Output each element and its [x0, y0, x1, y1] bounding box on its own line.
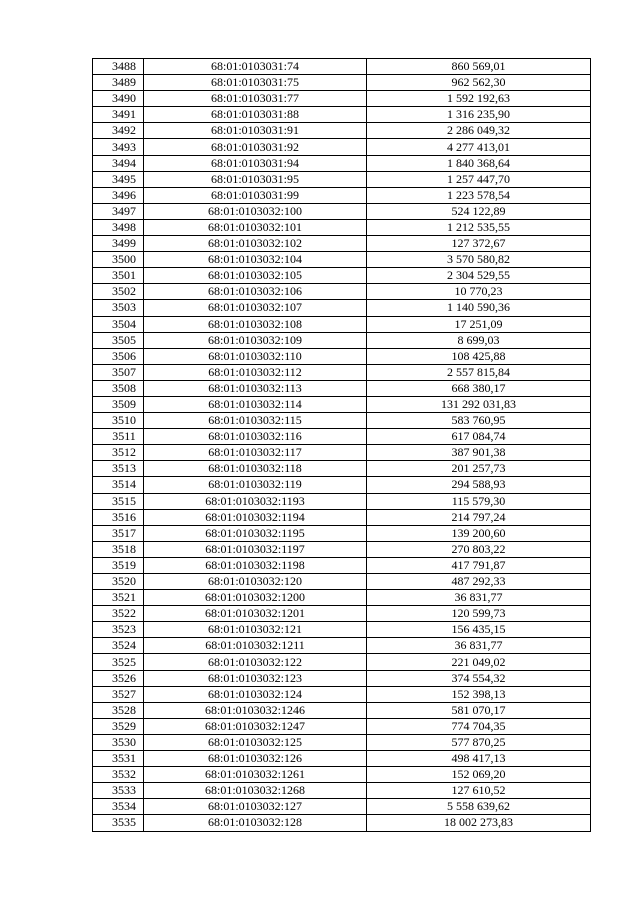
row-number-cell: 3490 [93, 91, 144, 107]
cadastral-number-cell: 68:01:0103032:120 [144, 574, 367, 590]
value-cell: 115 579,30 [367, 493, 591, 509]
row-number-cell: 3524 [93, 638, 144, 654]
cadastral-number-cell: 68:01:0103032:1261 [144, 767, 367, 783]
cadastral-number-cell: 68:01:0103032:109 [144, 332, 367, 348]
value-cell: 1 257 447,70 [367, 171, 591, 187]
value-cell: 2 286 049,32 [367, 123, 591, 139]
cadastral-number-cell: 68:01:0103032:1195 [144, 525, 367, 541]
cadastral-number-cell: 68:01:0103031:74 [144, 59, 367, 75]
row-number-cell: 3530 [93, 734, 144, 750]
cadastral-number-cell: 68:01:0103032:104 [144, 252, 367, 268]
cadastral-number-cell: 68:01:0103032:128 [144, 815, 367, 831]
row-number-cell: 3526 [93, 670, 144, 686]
value-cell: 1 316 235,90 [367, 107, 591, 123]
row-number-cell: 3522 [93, 606, 144, 622]
value-cell: 201 257,73 [367, 461, 591, 477]
row-number-cell: 3519 [93, 557, 144, 573]
value-cell: 583 760,95 [367, 413, 591, 429]
value-cell: 962 562,30 [367, 75, 591, 91]
cadastral-number-cell: 68:01:0103032:1201 [144, 606, 367, 622]
table-row [93, 187, 591, 203]
cadastral-number-cell: 68:01:0103032:123 [144, 670, 367, 686]
table-row [93, 525, 591, 541]
row-number-cell: 3531 [93, 751, 144, 767]
table-row [93, 59, 591, 75]
table-row [93, 91, 591, 107]
row-number-cell: 3521 [93, 590, 144, 606]
table-row [93, 622, 591, 638]
value-cell: 108 425,88 [367, 348, 591, 364]
value-cell: 524 122,89 [367, 203, 591, 219]
table-row [93, 123, 591, 139]
value-cell: 4 277 413,01 [367, 139, 591, 155]
cadastral-number-cell: 68:01:0103031:75 [144, 75, 367, 91]
cadastral-number-cell: 68:01:0103032:118 [144, 461, 367, 477]
row-number-cell: 3488 [93, 59, 144, 75]
cadastral-number-cell: 68:01:0103032:1197 [144, 541, 367, 557]
cadastral-number-cell: 68:01:0103031:77 [144, 91, 367, 107]
row-number-cell: 3517 [93, 525, 144, 541]
cadastral-number-cell: 68:01:0103032:102 [144, 236, 367, 252]
cadastral-number-cell: 68:01:0103032:115 [144, 413, 367, 429]
row-number-cell: 3512 [93, 445, 144, 461]
table-row [93, 316, 591, 332]
cadastral-number-cell: 68:01:0103032:101 [144, 219, 367, 235]
table-row [93, 155, 591, 171]
table-row [93, 541, 591, 557]
row-number-cell: 3500 [93, 252, 144, 268]
value-cell: 152 069,20 [367, 767, 591, 783]
value-cell: 36 831,77 [367, 638, 591, 654]
cadastral-number-cell: 68:01:0103032:108 [144, 316, 367, 332]
row-number-cell: 3498 [93, 219, 144, 235]
row-number-cell: 3491 [93, 107, 144, 123]
cadastral-number-cell: 68:01:0103032:121 [144, 622, 367, 638]
cadastral-number-cell: 68:01:0103032:1211 [144, 638, 367, 654]
value-cell: 120 599,73 [367, 606, 591, 622]
table-row [93, 396, 591, 412]
value-cell: 221 049,02 [367, 654, 591, 670]
row-number-cell: 3533 [93, 783, 144, 799]
row-number-cell: 3495 [93, 171, 144, 187]
table-row [93, 380, 591, 396]
cadastral-number-cell: 68:01:0103032:119 [144, 477, 367, 493]
cadastral-number-cell: 68:01:0103031:95 [144, 171, 367, 187]
row-number-cell: 3504 [93, 316, 144, 332]
table-row [93, 718, 591, 734]
cadastral-number-cell: 68:01:0103032:112 [144, 364, 367, 380]
value-cell: 5 558 639,62 [367, 799, 591, 815]
cadastral-value-table [92, 58, 591, 832]
table-row [93, 477, 591, 493]
cadastral-number-cell: 68:01:0103032:117 [144, 445, 367, 461]
row-number-cell: 3507 [93, 364, 144, 380]
value-cell: 2 304 529,55 [367, 268, 591, 284]
value-cell: 668 380,17 [367, 380, 591, 396]
row-number-cell: 3499 [93, 236, 144, 252]
cadastral-number-cell: 68:01:0103032:124 [144, 686, 367, 702]
value-cell: 387 901,38 [367, 445, 591, 461]
row-number-cell: 3492 [93, 123, 144, 139]
row-number-cell: 3528 [93, 702, 144, 718]
cadastral-number-cell: 68:01:0103032:1268 [144, 783, 367, 799]
value-cell: 17 251,09 [367, 316, 591, 332]
table-row [93, 364, 591, 380]
table-row [93, 300, 591, 316]
table-row [93, 734, 591, 750]
table-row [93, 445, 591, 461]
row-number-cell: 3529 [93, 718, 144, 734]
cadastral-number-cell: 68:01:0103032:1246 [144, 702, 367, 718]
row-number-cell: 3510 [93, 413, 144, 429]
table-row [93, 799, 591, 815]
table-row [93, 493, 591, 509]
table-row [93, 252, 591, 268]
value-cell: 270 803,22 [367, 541, 591, 557]
table-row [93, 268, 591, 284]
table-row [93, 654, 591, 670]
value-cell: 10 770,23 [367, 284, 591, 300]
table-body [93, 59, 591, 832]
cadastral-number-cell: 68:01:0103032:1193 [144, 493, 367, 509]
row-number-cell: 3527 [93, 686, 144, 702]
row-number-cell: 3518 [93, 541, 144, 557]
value-cell: 2 557 815,84 [367, 364, 591, 380]
cadastral-number-cell: 68:01:0103032:116 [144, 429, 367, 445]
cadastral-number-cell: 68:01:0103032:1247 [144, 718, 367, 734]
row-number-cell: 3515 [93, 493, 144, 509]
cadastral-number-cell: 68:01:0103032:106 [144, 284, 367, 300]
table-row [93, 139, 591, 155]
table-row [93, 815, 591, 831]
cadastral-number-cell: 68:01:0103031:94 [144, 155, 367, 171]
table-row [93, 171, 591, 187]
cadastral-number-cell: 68:01:0103032:110 [144, 348, 367, 364]
cadastral-number-cell: 68:01:0103032:1198 [144, 557, 367, 573]
value-cell: 581 070,17 [367, 702, 591, 718]
table-row [93, 75, 591, 91]
table-row [93, 203, 591, 219]
row-number-cell: 3534 [93, 799, 144, 815]
table-row [93, 461, 591, 477]
value-cell: 18 002 273,83 [367, 815, 591, 831]
cadastral-number-cell: 68:01:0103032:1200 [144, 590, 367, 606]
value-cell: 577 870,25 [367, 734, 591, 750]
value-cell: 1 840 368,64 [367, 155, 591, 171]
cadastral-number-cell: 68:01:0103032:113 [144, 380, 367, 396]
cadastral-number-cell: 68:01:0103032:125 [144, 734, 367, 750]
table-row [93, 767, 591, 783]
value-cell: 131 292 031,83 [367, 396, 591, 412]
cadastral-number-cell: 68:01:0103032:107 [144, 300, 367, 316]
value-cell: 1 212 535,55 [367, 219, 591, 235]
value-cell: 487 292,33 [367, 574, 591, 590]
cadastral-number-cell: 68:01:0103032:114 [144, 396, 367, 412]
table-row [93, 509, 591, 525]
value-cell: 294 588,93 [367, 477, 591, 493]
table-row [93, 236, 591, 252]
row-number-cell: 3511 [93, 429, 144, 445]
cadastral-number-cell: 68:01:0103032:122 [144, 654, 367, 670]
row-number-cell: 3506 [93, 348, 144, 364]
cadastral-number-cell: 68:01:0103032:126 [144, 751, 367, 767]
cadastral-number-cell: 68:01:0103031:88 [144, 107, 367, 123]
row-number-cell: 3525 [93, 654, 144, 670]
cadastral-number-cell: 68:01:0103032:100 [144, 203, 367, 219]
table-row [93, 332, 591, 348]
row-number-cell: 3509 [93, 396, 144, 412]
value-cell: 127 610,52 [367, 783, 591, 799]
value-cell: 617 084,74 [367, 429, 591, 445]
table-row [93, 751, 591, 767]
value-cell: 498 417,13 [367, 751, 591, 767]
cadastral-number-cell: 68:01:0103032:127 [144, 799, 367, 815]
table-row [93, 686, 591, 702]
table-row [93, 783, 591, 799]
table-row [93, 219, 591, 235]
value-cell: 774 704,35 [367, 718, 591, 734]
value-cell: 1 223 578,54 [367, 187, 591, 203]
value-cell: 3 570 580,82 [367, 252, 591, 268]
row-number-cell: 3494 [93, 155, 144, 171]
table-row [93, 590, 591, 606]
value-cell: 1 140 590,36 [367, 300, 591, 316]
value-cell: 8 699,03 [367, 332, 591, 348]
table-row [93, 557, 591, 573]
table-row [93, 413, 591, 429]
row-number-cell: 3505 [93, 332, 144, 348]
cadastral-number-cell: 68:01:0103031:99 [144, 187, 367, 203]
table-row [93, 670, 591, 686]
cadastral-number-cell: 68:01:0103032:105 [144, 268, 367, 284]
row-number-cell: 3489 [93, 75, 144, 91]
value-cell: 36 831,77 [367, 590, 591, 606]
row-number-cell: 3516 [93, 509, 144, 525]
cadastral-number-cell: 68:01:0103031:91 [144, 123, 367, 139]
row-number-cell: 3496 [93, 187, 144, 203]
value-cell: 417 791,87 [367, 557, 591, 573]
table-row [93, 702, 591, 718]
value-cell: 374 554,32 [367, 670, 591, 686]
value-cell: 860 569,01 [367, 59, 591, 75]
cadastral-number-cell: 68:01:0103031:92 [144, 139, 367, 155]
table-row [93, 638, 591, 654]
row-number-cell: 3503 [93, 300, 144, 316]
table-row [93, 429, 591, 445]
table-row [93, 606, 591, 622]
row-number-cell: 3523 [93, 622, 144, 638]
cadastral-number-cell: 68:01:0103032:1194 [144, 509, 367, 525]
row-number-cell: 3532 [93, 767, 144, 783]
row-number-cell: 3497 [93, 203, 144, 219]
row-number-cell: 3514 [93, 477, 144, 493]
value-cell: 127 372,67 [367, 236, 591, 252]
row-number-cell: 3520 [93, 574, 144, 590]
row-number-cell: 3502 [93, 284, 144, 300]
row-number-cell: 3508 [93, 380, 144, 396]
row-number-cell: 3501 [93, 268, 144, 284]
row-number-cell: 3535 [93, 815, 144, 831]
table-row [93, 574, 591, 590]
table-row [93, 107, 591, 123]
row-number-cell: 3493 [93, 139, 144, 155]
value-cell: 214 797,24 [367, 509, 591, 525]
value-cell: 156 435,15 [367, 622, 591, 638]
table-row [93, 284, 591, 300]
value-cell: 152 398,13 [367, 686, 591, 702]
row-number-cell: 3513 [93, 461, 144, 477]
value-cell: 1 592 192,63 [367, 91, 591, 107]
value-cell: 139 200,60 [367, 525, 591, 541]
table-row [93, 348, 591, 364]
